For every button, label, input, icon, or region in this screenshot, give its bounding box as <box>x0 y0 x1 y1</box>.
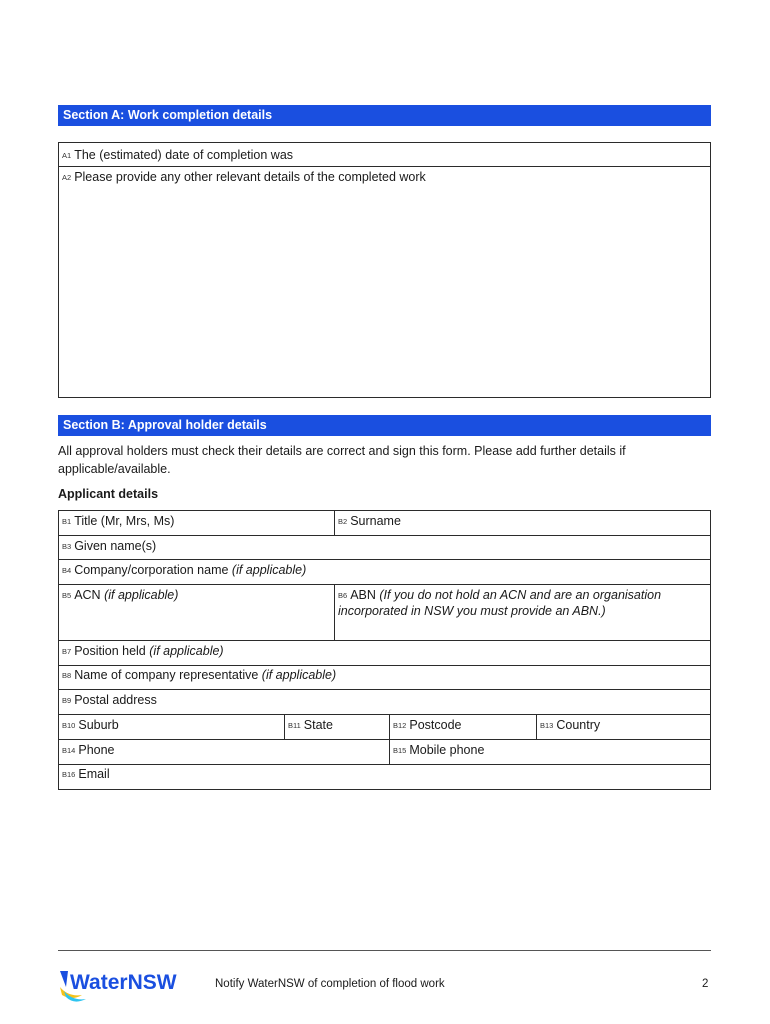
divider <box>58 559 711 560</box>
field-label: Position held <box>74 644 146 658</box>
divider <box>58 584 711 585</box>
divider <box>58 739 711 740</box>
field-label: Name of company representative <box>74 668 259 682</box>
field-number: B5 <box>62 591 72 600</box>
divider <box>536 714 537 739</box>
waternsw-logo <box>58 965 198 1005</box>
field-b13-country[interactable] <box>540 717 600 734</box>
field-b3-given-names[interactable] <box>62 538 156 555</box>
field-label: Given name(s) <box>74 539 157 553</box>
field-label: Email <box>78 767 110 781</box>
divider <box>58 535 711 536</box>
footer-document-title: Notify WaterNSW of completion of flood work <box>215 978 445 990</box>
field-b16-email[interactable] <box>62 766 110 783</box>
field-b10-suburb[interactable] <box>62 717 119 734</box>
divider <box>389 714 390 764</box>
divider <box>58 166 711 167</box>
field-number: B12 <box>393 721 407 730</box>
field-a2[interactable] <box>62 169 426 186</box>
field-note: (if applicable) <box>231 563 307 577</box>
field-label: Country <box>556 718 601 732</box>
waternsw-logo-icon <box>58 965 198 1005</box>
field-b4-company-name[interactable] <box>62 562 306 579</box>
field-note: (if applicable) <box>149 644 224 658</box>
field-number: B7 <box>62 647 72 656</box>
field-number: A2 <box>62 173 72 182</box>
divider <box>58 714 711 715</box>
field-number: B15 <box>393 746 407 755</box>
field-b6-abn[interactable] <box>338 587 661 604</box>
field-b9-postal-address[interactable] <box>62 692 157 709</box>
field-number: B3 <box>62 542 72 551</box>
page-number: 2 <box>702 978 709 990</box>
field-number: A1 <box>62 151 72 160</box>
field-b12-postcode[interactable] <box>393 717 461 734</box>
field-number: B4 <box>62 566 72 575</box>
divider <box>58 764 711 765</box>
divider <box>334 510 335 535</box>
field-label: Surname <box>350 514 401 528</box>
field-number: B14 <box>62 746 76 755</box>
field-label: State <box>303 718 333 732</box>
field-number: B2 <box>338 517 348 526</box>
field-number: B9 <box>62 696 72 705</box>
field-b2-surname[interactable] <box>338 513 401 530</box>
field-number: B13 <box>540 721 554 730</box>
field-number: B6 <box>338 591 348 600</box>
field-a1[interactable] <box>62 147 293 164</box>
field-number: B1 <box>62 517 72 526</box>
field-b1-title[interactable] <box>62 513 174 530</box>
field-b6-note-continued: incorporated in NSW you must provide an ABN.) <box>338 604 606 618</box>
field-label: Suburb <box>78 718 119 732</box>
field-label: Title (Mr, Mrs, Ms) <box>74 514 175 528</box>
field-label: ABN <box>350 588 376 602</box>
field-label: Postcode <box>409 718 462 732</box>
field-number: B8 <box>62 671 72 680</box>
field-b15-mobile-phone[interactable] <box>393 742 484 759</box>
divider <box>58 689 711 690</box>
field-label: ACN <box>74 588 101 602</box>
applicant-details-heading: Applicant details <box>58 487 159 501</box>
divider <box>334 584 335 640</box>
field-label: Mobile phone <box>409 743 485 757</box>
field-note: (If you do not hold an ACN and are an organisation <box>379 588 662 602</box>
field-label: Company/corporation name <box>74 563 229 577</box>
field-note: (if applicable) <box>261 668 337 682</box>
divider <box>58 665 711 666</box>
section-a-header: Section A: Work completion details <box>58 105 711 126</box>
section-b-intro: All approval holders must check their details are correct and sign this form. Please add further details if applicable/available. <box>58 444 626 476</box>
section-b-header: Section B: Approval holder details <box>58 415 711 436</box>
field-note: (if applicable) <box>104 588 179 602</box>
field-b8-company-representative[interactable] <box>62 667 336 684</box>
field-b7-position-held[interactable] <box>62 643 224 660</box>
field-label: Please provide any other relevant details of the completed work <box>74 170 426 184</box>
field-b5-acn[interactable] <box>62 587 178 604</box>
logo-text: WaterNSW <box>70 971 177 994</box>
field-label: Postal address <box>74 693 157 707</box>
field-label: Phone <box>78 743 115 757</box>
footer-divider <box>58 950 711 951</box>
field-b11-state[interactable] <box>288 717 333 734</box>
divider <box>284 714 285 739</box>
field-number: B16 <box>62 770 76 779</box>
divider <box>58 640 711 641</box>
field-number: B11 <box>288 721 301 730</box>
field-b14-phone[interactable] <box>62 742 115 759</box>
field-label: The (estimated) date of completion was <box>74 148 294 162</box>
field-number: B10 <box>62 721 76 730</box>
